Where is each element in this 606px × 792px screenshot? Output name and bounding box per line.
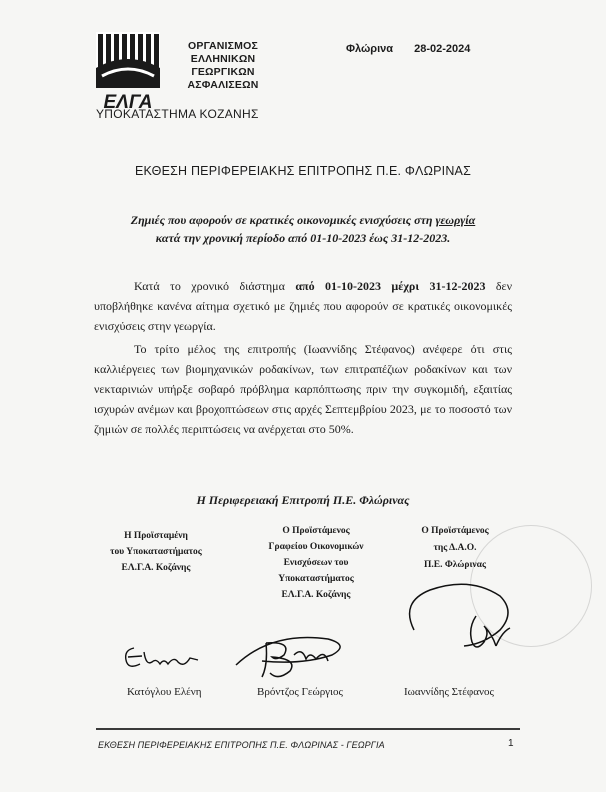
- signatory-2-name: Βρόντζος Γεώργιος: [257, 686, 343, 698]
- signature-1: [118, 640, 208, 676]
- signatory-3-role: [400, 523, 510, 574]
- paragraph-1-rest: δεν υποβλήθηκε κανένα αίτημα σχετικό με ζημιές που αφορούν σε κρατικές οικονομικές ενισχύσεις στην γεωργία.: [94, 279, 512, 333]
- paragraph-2-text: Το τρίτο μέλος της επιτροπής (Ιωαννίδης Στέφανος) ανέφερε ότι στις καλλιέργειες των βιομηχανικών ροδακίνων, των επιτραπέζιων ροδακίνων και των νεκταρινιών υπήρξε σοβαρό πρόβλημα καρπόπτωσης πριν την συγκομιδή, εξαιτίας ισχυρών ανέμων και βροχοπτώσεων στις αρχές Σεπτεμβρίου 2023, με το ποσοστό των ζημιών σε πολλές περιπτώσεις να ανέρχεται στο 50%.: [94, 342, 512, 436]
- role-line: Η Προϊσταμένη: [124, 531, 188, 541]
- place: Φλώρινα: [346, 43, 394, 55]
- role-line: Ο Προϊστάμενος: [421, 526, 489, 536]
- signature-2: [232, 625, 352, 685]
- elga-logo-icon: [96, 32, 160, 112]
- subject-line2: κατά την χρονική περίοδο από 01-10-2023 έως 31-12-2023.: [155, 231, 451, 245]
- signature-3: [400, 572, 520, 662]
- signatory-2-role: [252, 523, 380, 603]
- role-line: Π.Ε. Φλώρινας: [424, 560, 486, 570]
- signatory-1-name: Κατόγλου Ελένη: [127, 686, 202, 698]
- role-line: του Υποκαταστήματος: [110, 547, 202, 557]
- role-line: Γραφείου Οικονομικών: [268, 542, 364, 552]
- subject-line1: Ζημιές που αφορούν σε κρατικές οικονομικές ενισχύσεις στη: [130, 213, 436, 227]
- organization-name: [168, 40, 278, 92]
- committee-heading: Η Περιφερειακή Επιτροπή Π.Ε. Φλώρινας: [196, 493, 410, 507]
- role-line: ΕΛ.Γ.Α. Κοζάνης: [281, 590, 351, 600]
- footer-text: ΕΚΘΕΣΗ ΠΕΡΙΦΕΡΕΙΑΚΗΣ ΕΠΙΤΡΟΠΗΣ Π.Ε. ΦΛΩΡΙΝΑΣ - ΓΕΩΡΓΙΑ: [98, 740, 385, 750]
- role-line: της Δ.Α.Ο.: [433, 543, 477, 553]
- org-line: ΓΕΩΡΓΙΚΩΝ: [191, 66, 255, 78]
- document-subject: [0, 211, 606, 247]
- role-line: Υποκαταστήματος: [278, 574, 354, 584]
- role-line: ΕΛ.Γ.Α. Κοζάνης: [121, 563, 191, 573]
- paragraph-1-period: από 01-10-2023 μέχρι 31-12-2023: [295, 279, 486, 293]
- org-line: ΟΡΓΑΝΙΣΜΟΣ: [188, 40, 258, 52]
- signatory-3-name: Ιωαννίδης Στέφανος: [404, 686, 494, 698]
- paragraph-2: [94, 339, 512, 439]
- role-line: Ο Προϊστάμενος: [282, 526, 350, 536]
- paragraph-1-text: Κατά το χρονικό διάστημα: [134, 279, 296, 293]
- document-title: ΕΚΘΕΣΗ ΠΕΡΙΦΕΡΕΙΑΚΗΣ ΕΠΙΤΡΟΠΗΣ Π.Ε. ΦΛΩΡΙΝΑΣ: [134, 164, 472, 178]
- subject-underlined: γεωργία: [435, 213, 476, 227]
- branch-name: ΥΠΟΚΑΤΑΣΤΗΜΑ ΚΟΖΑΝΗΣ: [96, 107, 259, 121]
- role-line: Ενισχύσεων του: [283, 558, 349, 568]
- date: 28-02-2024: [414, 43, 471, 55]
- paragraph-1: [94, 276, 512, 336]
- place-date: [346, 43, 470, 55]
- footer-divider: [96, 728, 520, 730]
- page-number: 1: [508, 738, 514, 749]
- org-line: ΕΛΛΗΝΙΚΩΝ: [190, 53, 256, 65]
- logo-text: ΕΛΓΑ: [103, 92, 153, 112]
- signatory-1-role: [96, 528, 216, 576]
- org-line: ΑΣΦΑΛΙΣΕΩΝ: [187, 79, 259, 91]
